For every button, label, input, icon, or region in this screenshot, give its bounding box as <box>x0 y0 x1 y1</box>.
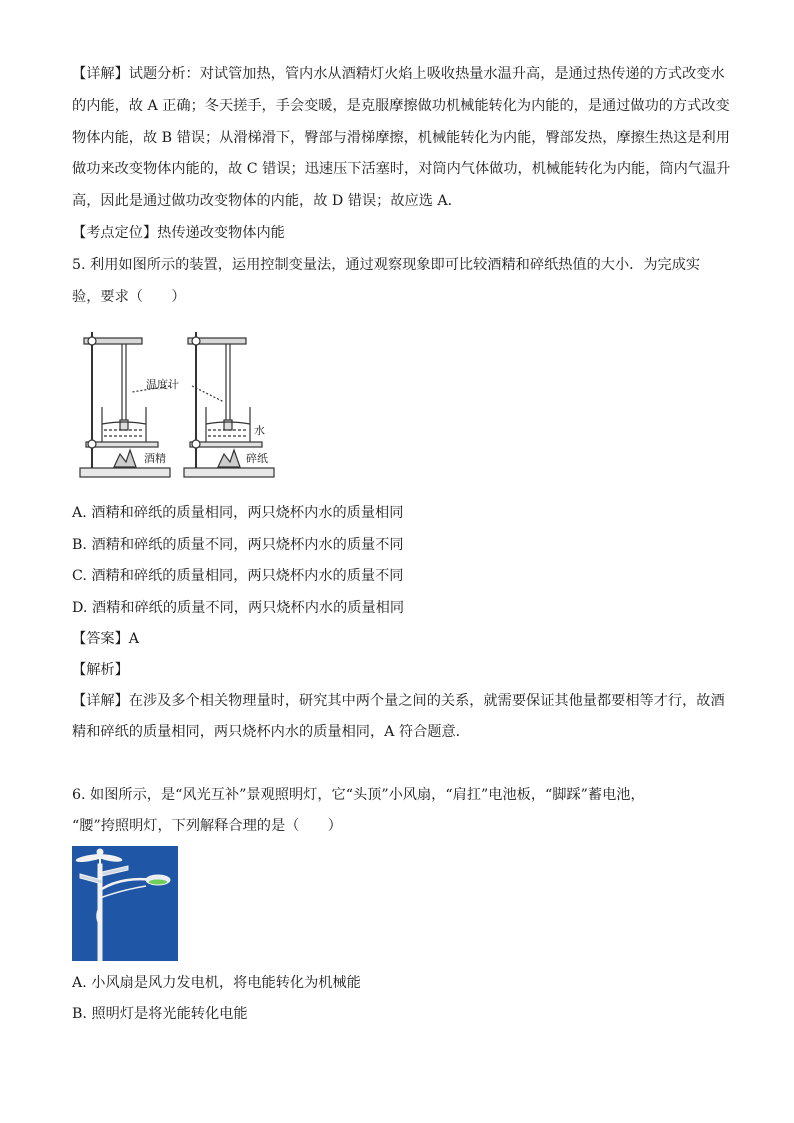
q4-explanation-line: 做功来改变物体内能的，故 C 错误；迅速压下活塞时，对筒内气体做功，机械能转化为内能，筒内气温升 <box>72 161 731 177</box>
q4-explanation-line: 物体内能，故 B 错误；从滑梯滑下，臀部与滑梯摩擦，机械能转化为内能，臀部发热，摩擦生热这是利用 <box>72 130 730 146</box>
q4-explanation-line: 高，因此是通过做功改变物体的内能，故 D 错误；故应选 A． <box>72 193 462 209</box>
q5-stem: 5. 利用如图所示的装置，运用控制变量法，通过观察现象即可比较酒精和碎纸热值的大小．为完成实 <box>72 257 701 273</box>
q6-street-light-photo <box>72 846 178 961</box>
q6-option-b: B. 照明灯是将光能转化电能 <box>72 1006 248 1022</box>
q5-option-b: B. 酒精和碎纸的质量不同，两只烧杯内水的质量不同 <box>72 537 404 553</box>
q5-stem: 验，要求（ ） <box>72 289 186 305</box>
thermometer-label: 温度计 <box>146 378 179 391</box>
alcohol-label: 酒精 <box>144 452 166 465</box>
q6-stem: “腰”挎照明灯，下列解释合理的是（ ） <box>72 818 342 834</box>
water-label: 水 <box>254 424 265 437</box>
paper-label: 碎纸 <box>246 452 268 465</box>
q5-option-a: A. 酒精和碎纸的质量相同，两只烧杯内水的质量相同 <box>72 505 404 521</box>
q5-option-c: C. 酒精和碎纸的质量相同，两只烧杯内水的质量不同 <box>72 568 404 584</box>
q4-explanation-line: 的内能，故 A 正确；冬天搓手，手会变暖，是克服摩擦做功机械能转化为内能的，是通过做功的方式改变 <box>72 98 730 114</box>
q5-option-d: D. 酒精和碎纸的质量不同，两只烧杯内水的质量相同 <box>72 600 405 616</box>
q6-option-a: A. 小风扇是风力发电机，将电能转化为机械能 <box>72 975 361 991</box>
q4-explanation-line: 【详解】试题分析：对试管加热，管内水从酒精灯火焰上吸收热量水温升高，是通过热传递的方式改变水 <box>72 66 725 82</box>
q5-answer: 【答案】A <box>72 631 139 647</box>
q5-analysis-heading: 【解析】 <box>72 662 129 678</box>
q5-detail: 【详解】在涉及多个相关物理量时，研究其中两个量之间的关系，就需要保证其他量都要相等才行，故酒 <box>72 693 725 709</box>
q5-detail: 精和碎纸的质量相同，两只烧杯内水的质量相同，A 符合题意． <box>72 724 470 740</box>
q6-stem: 6. 如图所示，是“风光互补”景观照明灯，它“头顶”小风扇，“肩扛”电池板，“脚踩”蓄电池， <box>72 787 645 803</box>
q5-apparatus-figure <box>74 322 280 484</box>
q4-kaodian: 【考点定位】热传递改变物体内能 <box>72 225 285 241</box>
